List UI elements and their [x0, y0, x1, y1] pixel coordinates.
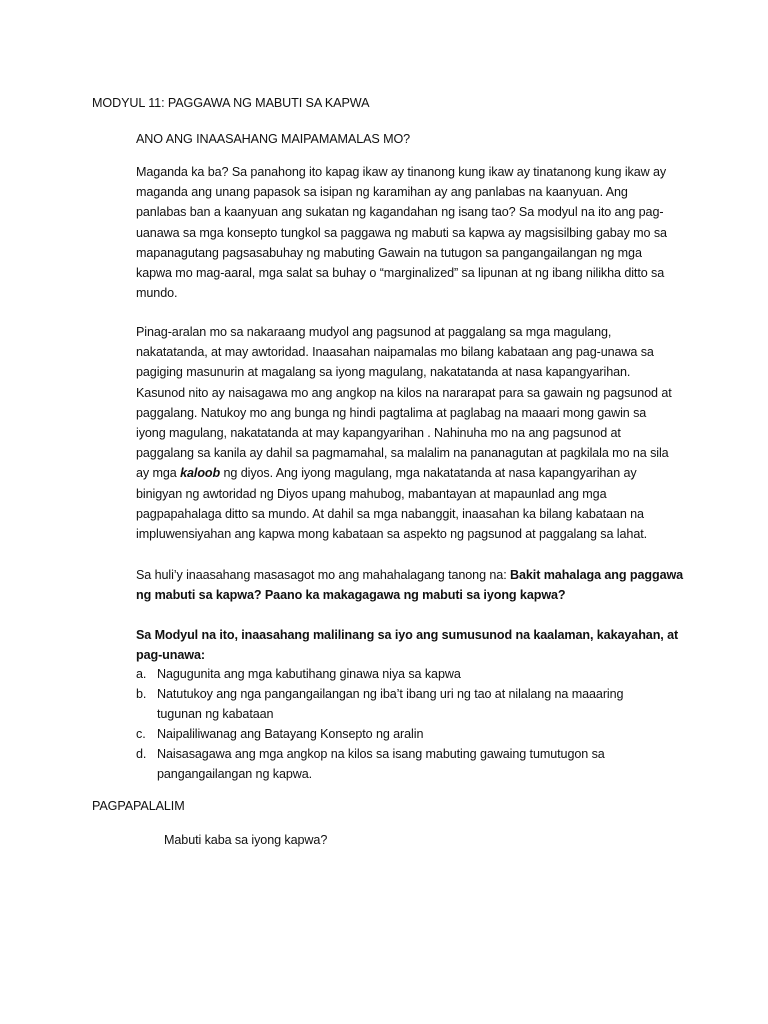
list-item: Naisasagawa ang mga angkop na kilos sa isang mabuting gawaing tumutugon sa	[157, 747, 605, 761]
list-marker: b.	[136, 687, 147, 701]
paragraph-line: kapwa mo mag-aaral, mga salat sa buhay o “marginalized” sa lipunan at ng ibang nilikha ditto sa	[136, 266, 665, 281]
paragraph-line: maganda ang unang papasok sa isipan ng karamihan ay ang panlabas na kaanyuan. Ang	[136, 185, 628, 200]
list-item: Natutukoy ang nga pangangailangan ng iba’t ibang uri ng tao at nilalang na maaaring	[157, 687, 624, 701]
text-run: ay mga	[136, 466, 181, 481]
list-item: Nagugunita ang mga kabutihang ginawa niya sa kapwa	[157, 667, 461, 681]
text-run: Sa huli’y inaasahang masasagot mo ang mahahalagang tanong na:	[136, 568, 510, 582]
paragraph-line: iyong magulang, nakatatanda at may kapangyarihan . Nahinuha mo na ang pagsunod at	[136, 426, 621, 441]
module-title: MODYUL 11: PAGGAWA NG MABUTI SA KAPWA	[92, 96, 370, 110]
paragraph-line: pagiging masunurin at magalang sa iyong magulang, nakatatanda at nasa kapangyarihan.	[136, 365, 631, 380]
list-marker: c.	[136, 727, 146, 741]
paragraph-line	[136, 463, 672, 483]
list-item: Naipaliliwanag ang Batayang Konsepto ng aralin	[157, 727, 424, 741]
objectives-intro	[136, 625, 678, 665]
paragraph-line: nakatatanda, at may awtoridad. Inaasahan naipamalas mo bilang kabataan ang pag-unawa sa	[136, 345, 654, 360]
pagpapalalim-question: Mabuti kaba sa iyong kapwa?	[164, 833, 328, 847]
paragraph-line: pag-unawa:	[136, 648, 205, 663]
emphasized-word: kaloob	[180, 466, 221, 481]
paragraph-line: impluwensiyahan ang kapwa mong kabataan sa aspekto ng pagsunod at paggalang sa lahat.	[136, 527, 648, 542]
paragraph-line	[136, 565, 683, 585]
paragraph-line: mundo.	[136, 286, 178, 301]
paragraph-line: binigyan ng awtoridad ng Diyos upang mahubog, mabantayan at mapaunlad ang mga	[136, 486, 607, 501]
list-item-continuation: pangangailangan ng kapwa.	[157, 767, 313, 781]
list-marker: a.	[136, 667, 147, 681]
paragraph-line: Pinag-aralan mo sa nakaraang mudyol ang pagsunod at paggalang sa mga magulang,	[136, 325, 612, 339]
text-run: ng diyos. Ang iyong magulang, mga nakatatanda at nasa kapangyarihan ay	[220, 466, 637, 481]
paragraph-line: Kasunod nito ay naisagawa mo ang angkop na kilos na nararapat para sa gawain ng pagsunod at	[136, 385, 672, 400]
paragraph-line: uanawa sa mga konsepto tungkol sa paggawa ng mabuti sa kapwa ay magsisilbing gabay mo sa	[136, 225, 667, 240]
paragraph-review	[136, 322, 672, 544]
paragraph-line: paggalang. Natukoy mo ang bunga ng hindi pagtalima at paglabag na maaari mong gawin sa	[136, 405, 647, 420]
bold-question: Bakit mahalaga ang paggawa	[510, 568, 684, 582]
section-heading: ANO ANG INAASAHANG MAIPAMAMALAS MO?	[136, 132, 411, 146]
paragraph-essential-questions	[136, 565, 683, 605]
paragraph-intro	[136, 162, 667, 303]
bold-question: ng mabuti sa kapwa? Paano ka makagagawa ng mabuti sa iyong kapwa?	[136, 588, 566, 603]
list-marker: d.	[136, 747, 147, 761]
paragraph-line: panlabas ban a kaanyuan ang sukatan ng kagandahan ng isang tao? Sa modyul na ito ang pag-	[136, 205, 664, 220]
paragraph-line: Sa Modyul na ito, inaasahang malilinang sa iyo ang sumusunod na kaalaman, kakayahan, at	[136, 628, 679, 642]
list-item-continuation: tugunan ng kabataan	[157, 707, 274, 721]
paragraph-line: pagpapahalaga ditto sa mundo. At dahil sa mga nabanggit, inaasahan ka bilang kabataan na	[136, 506, 644, 521]
paragraph-line: paggalang sa kanila ay dahil sa pagmamahal, sa malalim na pananagutan at pagkilala mo na sila	[136, 446, 669, 461]
paragraph-line: Maganda ka ba? Sa panahong ito kapag ikaw ay tinanong kung ikaw ay tinatanong kung ikaw ay	[136, 165, 667, 179]
paragraph-line: mapanagutang pagsasabuhay ng mabuting Gawain na tutugon sa pangangailangan ng mga	[136, 245, 642, 260]
pagpapalalim-heading: PAGPAPALALIM	[92, 799, 185, 813]
